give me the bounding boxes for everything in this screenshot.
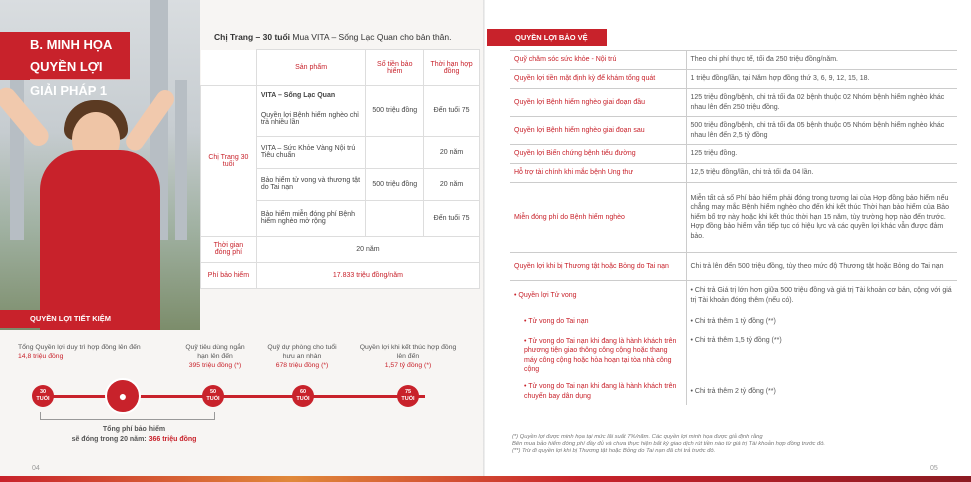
right-page [485, 0, 971, 482]
benefit-value: 12,5 triệu đồng/lần, chi trả tối đa 04 lần. [686, 164, 957, 183]
death-value: • Chi trả thêm 1 tỷ đồng (**) [690, 317, 776, 325]
title-line-2: GIẢI PHÁP 1 [30, 79, 130, 102]
death-key: • Quyền lợi Tử vong [510, 281, 686, 311]
benefit-value: 125 triệu đồng. [686, 145, 957, 164]
benefit-key: Quyền lợi khi bị Thương tật hoặc Bỏng do Tai nạn [510, 253, 686, 281]
bracket [40, 412, 215, 420]
product-table [200, 49, 480, 289]
pay-term-value: 20 năm [256, 236, 479, 262]
benefit-key: Quyền lợi Bệnh hiểm nghèo giai đoạn đầu [510, 89, 686, 117]
death-value: • Chi trả thêm 2 tỷ đồng (**) [690, 387, 776, 395]
age-marker: 50 TUỔI [202, 385, 224, 407]
customer-name: Chị Trang – 30 tuổi [214, 32, 291, 42]
section-title [0, 32, 130, 98]
customer-desc: Mua VITA – Sống Lạc Quan cho bản thân. [290, 32, 452, 42]
benefit-item: Quyền lợi khi kết thúc hợp đồng lên đến 1,57 tỷ đồng (*) [359, 344, 457, 369]
col-term: Thời hạn hợp đồng [424, 50, 480, 86]
product-term: 20 năm [424, 168, 480, 200]
benefit-key: Quyền lợi Biến chứng bệnh tiểu đường [510, 145, 686, 164]
product-name: Bảo hiểm tử vong và thương tật do Tai nạn [256, 168, 366, 200]
product-amount [366, 200, 424, 236]
product-term: Đến tuổi 75 [424, 86, 480, 137]
product-name: VITA – Sức Khỏe Vàng Nội trú Tiêu chuẩn [256, 136, 366, 168]
protection-table [510, 50, 957, 405]
product-amount: 500 triệu đồng [366, 86, 424, 137]
benefit-key: Quỹ chăm sóc sức khỏe - Nội trú [510, 51, 686, 70]
product-amount: 500 triệu đồng [366, 168, 424, 200]
product-term: 20 năm [424, 136, 480, 168]
product-name: VITA – Sống Lạc Quan [256, 86, 366, 103]
footnote: (*) Quyền lợi được minh họa tại mức lãi suất 7%/năm. Các quyền lợi minh họa được giả định rằng Bên mua bảo hiểm đóng phí đầy đủ và chưa thực hiện bất kỳ giao dịch rút tiền nào từ giá trị Tài khoản hợp đồng trước đó. (**) Trừ đi quyền lợi khi bị Thương tật hoặc Bỏng do Tai nạn đã chi trả trước đó. [512, 434, 826, 454]
benefit-value: Theo chi phí thực tế, tối đa 250 triệu đồng/năm. [686, 51, 957, 70]
product-name: Quyền lợi Bệnh hiểm nghèo chỉ trả nhiều lần [256, 102, 366, 136]
benefit-value: 125 triệu đồng/bệnh, chi trả tối đa 02 bệnh thuộc 02 Nhóm bệnh hiểm nghèo khác nhau lên đến 250 triệu đồng. [686, 89, 957, 117]
timeline [35, 395, 425, 398]
protection-badge: QUYỀN LỢI BẢO VỆ [487, 29, 607, 46]
product-term: Đến tuổi 75 [424, 200, 480, 236]
page-number: 05 [930, 465, 938, 472]
col-amount: Số tiền bảo hiểm [366, 50, 424, 86]
death-value: • Chi trả thêm 1,5 tỷ đồng (**) [690, 336, 782, 344]
pay-term-label: Thời gian đóng phí [201, 236, 257, 262]
bottom-stripe [0, 476, 971, 482]
left-page [0, 0, 485, 482]
age-marker: 60 TUỔI [292, 385, 314, 407]
product-name: Bảo hiểm miễn đóng phí Bệnh hiểm nghèo mở rộng [256, 200, 366, 236]
age-marker: 75 TUỔI [397, 385, 419, 407]
title-line-1: B. MINH HỌA QUYỀN LỢI [30, 37, 112, 74]
total-premium: Tổng phí bảo hiểm sẽ đóng trong 20 năm: 366 triệu đồng [71, 426, 197, 443]
piggy-bank-icon: ● [105, 378, 141, 414]
benefit-key: Quyền lợi tiền mặt định kỳ để khám tổng quát [510, 70, 686, 89]
death-value: • Chi trả Giá trị lớn hơn giữa 500 triệu đồng và giá trị Tài khoản cơ bản, cộng với giá trị Tài khoản đóng thêm (nếu có). [686, 281, 957, 311]
benefit-value: 500 triệu đồng/bệnh, chi trả tối đa 05 bệnh thuộc 05 Nhóm bệnh hiểm nghèo khác nhau lên đến 2,5 tỷ đồng [686, 117, 957, 145]
benefit-item: Quỹ tiêu dùng ngắn hạn lên đến 395 triệu đồng (*) [185, 344, 245, 369]
product-amount [366, 136, 424, 168]
customer-cell: Chị Trang 30 tuổi [201, 86, 257, 237]
benefit-value: Chi trả lên đến 500 triệu đồng, tùy theo mức độ Thương tật hoặc Bỏng do Tai nạn [686, 253, 957, 281]
benefit-item: Quỹ dự phòng cho tuổi hưu an nhàn 678 triệu đồng (*) [267, 344, 337, 369]
savings-badge: QUYỀN LỢI TIẾT KIỆM [0, 310, 145, 328]
death-key: • Tử vong do Tai nạn [510, 311, 686, 333]
premium-label: Phí bảo hiểm [201, 262, 257, 288]
benefit-key: Hỗ trợ tài chính khi mắc bệnh Ung thư [510, 164, 686, 183]
age-marker: 30 TUỔI [32, 385, 54, 407]
page-number: 04 [32, 465, 40, 472]
benefit-key: Miễn đóng phí do Bệnh hiểm nghèo [510, 183, 686, 253]
benefit-value: Miễn tất cả số Phí bảo hiểm phải đóng trong tương lai của Hợp đồng bảo hiểm nếu chẳng may mắc Bệnh hiểm nghèo cho đến khi kết thúc Thời hạn bảo hiểm của Bảo hiểm bổ trợ này hoặc khi kết thúc thời hạn 15 năm, tùy trường hợp nào đến trước. Hợp đồng bảo hiểm vẫn tiếp tục có hiệu lực và các quyền lợi khác vẫn được đảm bảo. [686, 183, 957, 253]
col-product: Sản phẩm [256, 50, 366, 86]
death-key: • Tử vong do Tai nạn khi đang là hành khách trên phương tiện giao thông công cộng hoặc thang máy công cộng hoặc hỏa hoạn tại tòa nhà công cộng [510, 333, 686, 379]
premium-value: 17.833 triệu đồng/năm [256, 262, 479, 288]
customer-header [214, 32, 452, 42]
benefit-value: 1 triệu đồng/lần, tại Năm hợp đồng thứ 3, 6, 9, 12, 15, 18. [686, 70, 957, 89]
benefit-key: Quyền lợi Bệnh hiểm nghèo giai đoạn sau [510, 117, 686, 145]
benefit-item: Tổng Quyền lợi duy trì hợp đồng lên đến 14,8 triệu đồng [18, 344, 141, 360]
death-key: • Tử vong do Tai nạn khi đang là hành khách trên chuyến bay dân dụng [510, 379, 686, 405]
